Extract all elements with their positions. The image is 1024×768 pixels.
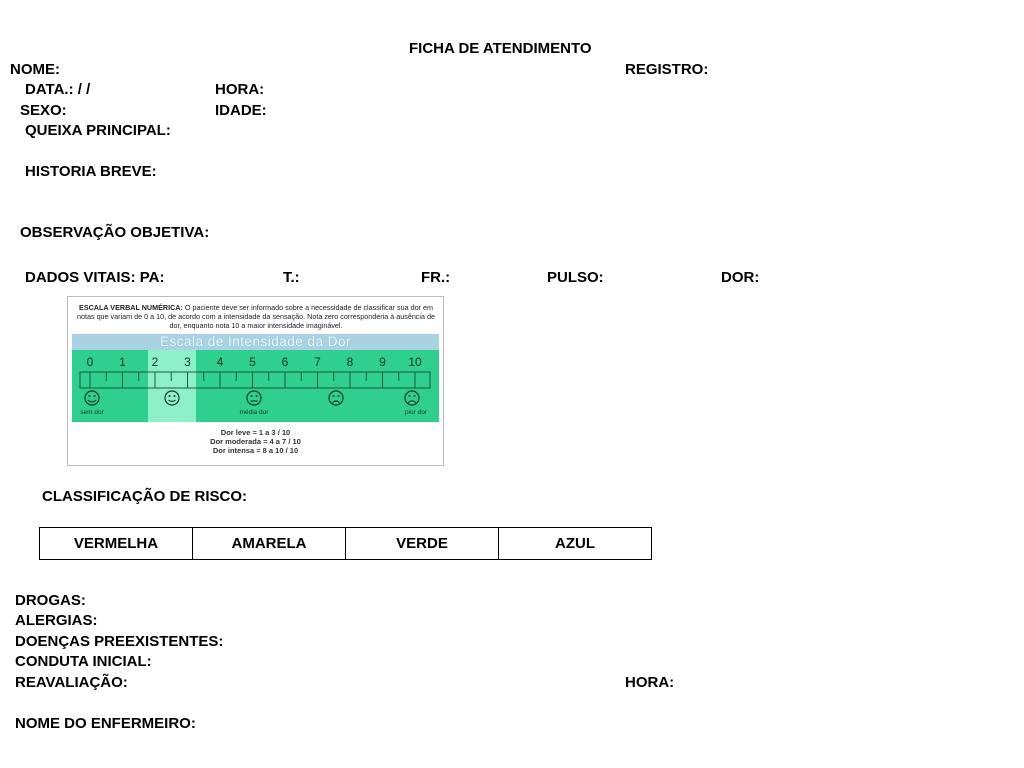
queixa-label: QUEIXA PRINCIPAL: <box>25 122 171 139</box>
classificacao-label: CLASSIFICAÇÃO DE RISCO: <box>42 488 248 505</box>
pain-scale-number: 2 <box>151 355 159 369</box>
pain-scale-legend <box>72 428 439 455</box>
pain-scale-intro-text: O paciente deve ser informado sobre a necessidade de classificar sua dor em notas que variam de 0 a 10, de acordo com a intensidade da sensação. Nota zero corresponderia à ausência de dor, enquanto nota 10 a maior intensidade imaginável. <box>76 303 435 330</box>
conduta-label: CONDUTA INICIAL: <box>15 653 152 670</box>
pain-scale-number: 0 <box>86 355 94 369</box>
pain-scale-number: 8 <box>346 355 354 369</box>
pain-scale-number: 5 <box>249 355 256 369</box>
risk-cell-azul: AZUL <box>499 528 652 560</box>
pain-scale-number: 1 <box>119 355 126 369</box>
registro-label: REGISTRO: <box>625 61 709 78</box>
risk-row <box>40 528 652 560</box>
face-pior-dor-icon <box>405 391 419 405</box>
pain-scale-ruler-frame <box>80 372 430 388</box>
risk-cell-vermelha: VERMELHA <box>40 528 193 560</box>
vitais-pa-label: DADOS VITAIS: PA: <box>25 269 165 286</box>
pain-scale-number: 9 <box>379 355 386 369</box>
pain-scale-ruler <box>72 350 439 422</box>
face-label-sem-dor: sem dor <box>80 409 104 416</box>
legend-leve: Dor leve = 1 a 3 / 10 <box>220 428 291 437</box>
vitais-t-label: T.: <box>283 269 300 286</box>
pain-scale-number: 3 <box>184 355 191 369</box>
data-label: DATA.: / / <box>25 81 91 98</box>
risk-cell-verde: VERDE <box>346 528 499 560</box>
face-label-media-dor: média dor <box>239 409 269 416</box>
pain-scale-title: Escala de Intensidade da Dor <box>72 334 439 350</box>
face-label-pior-dor: pior dor <box>404 409 428 416</box>
pain-scale-number: 10 <box>408 355 422 369</box>
face-leve-icon <box>165 391 179 405</box>
pain-scale-numbers <box>87 355 422 369</box>
hora-label: HORA: <box>215 81 265 98</box>
pain-scale-intro <box>72 303 440 330</box>
idade-label: IDADE: <box>215 102 267 119</box>
observacao-label: OBSERVAÇÃO OBJETIVA: <box>20 224 210 241</box>
risk-classification-table <box>39 527 652 560</box>
form-title: FICHA DE ATENDIMENTO <box>409 40 592 57</box>
pain-scale-number: 4 <box>216 355 224 369</box>
pain-scale-intro-bold: ESCALA VERBAL NUMÉRICA: <box>79 303 183 312</box>
drogas-label: DROGAS: <box>15 592 86 609</box>
historia-label: HISTORIA BREVE: <box>25 163 157 180</box>
face-media-dor-icon <box>247 391 261 405</box>
sexo-label: SEXO: <box>20 102 67 119</box>
pain-scale-number: 7 <box>314 355 321 369</box>
risk-cell-amarela: AMARELA <box>193 528 346 560</box>
pain-scale-ticks <box>90 372 415 388</box>
reavaliacao-hora-label: HORA: <box>625 674 675 691</box>
nome-label: NOME: <box>10 61 60 78</box>
face-sem-dor-icon <box>85 391 99 405</box>
legend-intensa: Dor intensa = 8 a 10 / 10 <box>212 446 299 455</box>
vitais-pulso-label: PULSO: <box>547 269 604 286</box>
face-sad-icon <box>329 391 343 405</box>
pain-scale-number: 6 <box>281 355 289 369</box>
pain-scale-figure <box>67 296 444 466</box>
enfermeiro-label: NOME DO ENFERMEIRO: <box>15 715 196 732</box>
vitais-fr-label: FR.: <box>421 269 451 286</box>
doencas-label: DOENÇAS PREEXISTENTES: <box>15 633 224 650</box>
reavaliacao-label: REAVALIAÇÃO: <box>15 674 128 691</box>
alergias-label: ALERGIAS: <box>15 612 98 629</box>
vitais-dor-label: DOR: <box>721 269 760 286</box>
legend-moderada: Dor moderada = 4 a 7 / 10 <box>210 437 301 446</box>
